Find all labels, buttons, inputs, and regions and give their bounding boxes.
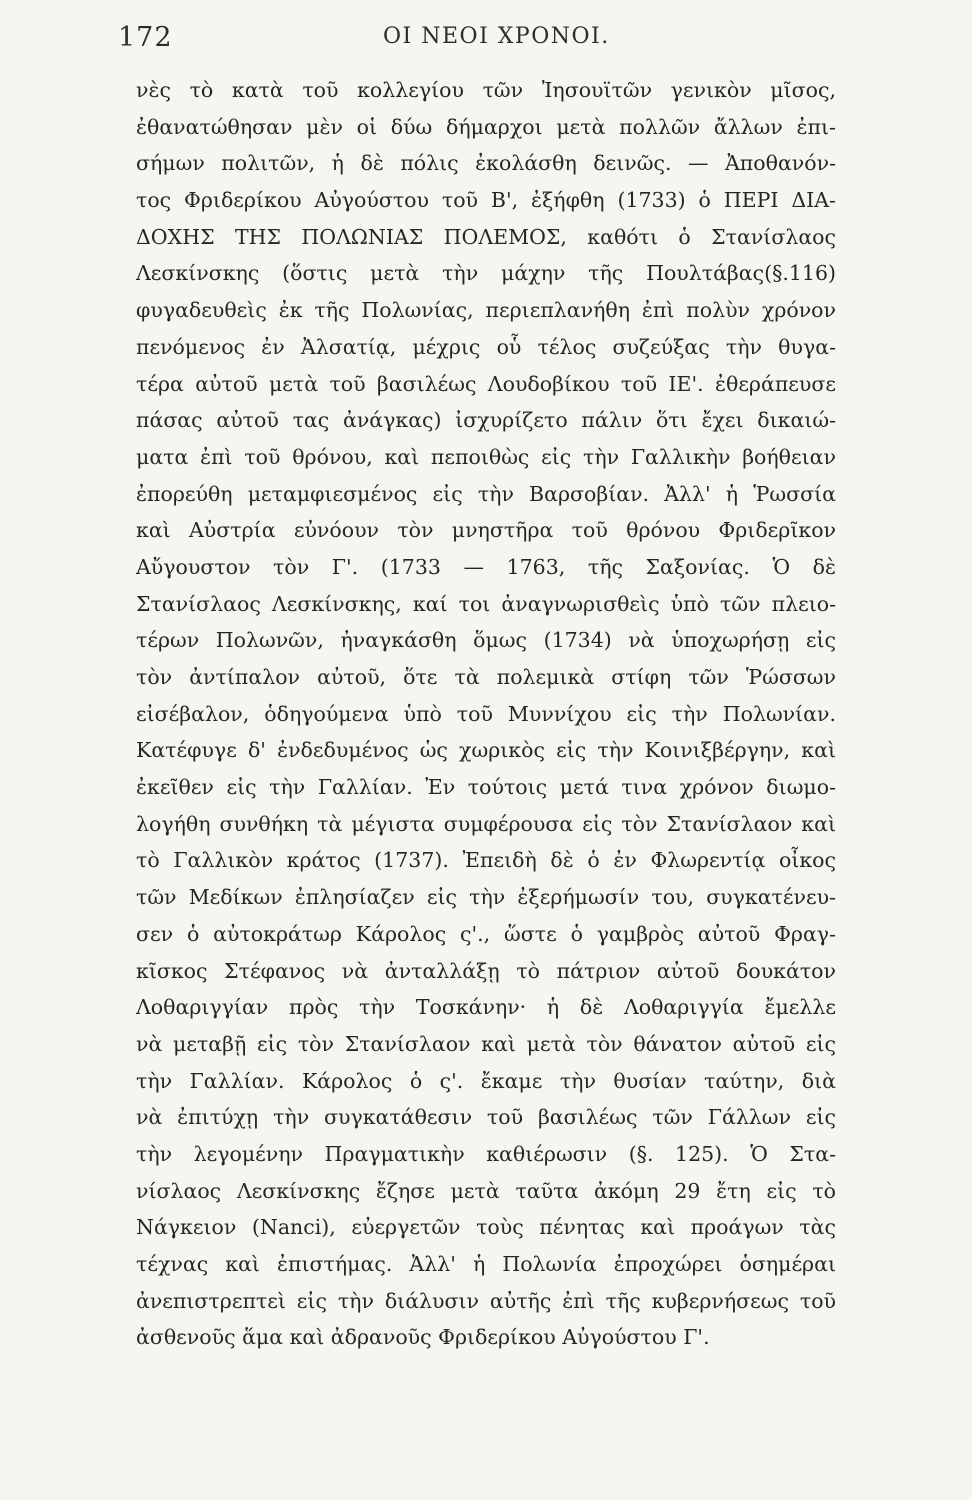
text-line: Νάγκειον (Nanci), εὐεργετῶν τοὺς πένητας καὶ προάγων τὰς	[136, 1215, 836, 1240]
text-line: ΔΟΧΗΣ ΤΗΣ ΠΟΛΩΝΙΑΣ ΠΟΛΕΜΟΣ, καθότι ὁ Στανίσλαος	[136, 224, 836, 249]
text-line: ἐκεῖθεν εἰς τὴν Γαλλίαν. Ἐν τούτοις μετά τινα χρόνον διωμο-	[136, 775, 836, 800]
running-header	[118, 22, 842, 62]
running-title: ΟΙ ΝΕΟΙ ΧΡΟΝΟΙ.	[383, 24, 610, 49]
body-text	[136, 72, 836, 1356]
text-line: τέρα αὐτοῦ μετὰ τοῦ βασιλέως Λουδοβίκου τοῦ ΙΕ'. ἐθεράπευσε	[136, 371, 836, 396]
text-line: νὰ ἐπιτύχῃ τὴν συγκατάθεσιν τοῦ βασιλέως τῶν Γάλλων εἰς	[136, 1105, 836, 1130]
text-line: ἐπορεύθη μεταμφιεσμένος εἰς τὴν Βαρσοβίαν. Ἀλλ' ἡ Ῥωσσία	[136, 481, 836, 506]
text-line: Στανίσλαος Λεσκίνσκης, καί τοι ἀναγνωρισθεὶς ὑπὸ τῶν πλειο-	[136, 591, 836, 616]
text-line: Κατέφυγε δ' ἐνδεδυμένος ὡς χωρικὸς εἰς τὴν Κοινιξβέργην, καὶ	[136, 738, 836, 763]
text-line: τῶν Μεδίκων ἐπλησίαζεν εἰς τὴν ἐξερήμωσίν του, συγκατένευ-	[136, 885, 836, 910]
text-line: ματα ἐπὶ τοῦ θρόνου, καὶ πεποιθὼς εἰς τὴν Γαλλικὴν βοήθειαν	[136, 444, 836, 469]
text-line: τὴν λεγομένην Πραγματικὴν καθιέρωσιν (§. 125). Ὁ Στα-	[136, 1141, 836, 1166]
text-line: φυγαδευθεὶς ἐκ τῆς Πολωνίας, περιεπλανήθη ἐπὶ πολὺν χρόνον	[136, 298, 836, 323]
text-line: σήμων πολιτῶν, ἡ δὲ πόλις ἐκολάσθη δεινῶς. — Ἀποθανόν-	[136, 151, 836, 176]
text-line: εἰσέβαλον, ὁδηγούμενα ὑπὸ τοῦ Μυννίχου εἰς τὴν Πολωνίαν.	[136, 701, 836, 726]
text-line: ἐθανατώθησαν μὲν οἱ δύω δήμαρχοι μετὰ πολλῶν ἄλλων ἐπι-	[136, 114, 836, 139]
text-line: τὸν ἀντίπαλον αὐτοῦ, ὅτε τὰ πολεμικὰ στίφη τῶν Ῥώσσων	[136, 665, 836, 689]
text-line: τος Φριδερίκου Αὐγούστου τοῦ Β', ἐξήφθη (1733) ὁ ΠΕΡΙ ΔΙΑ-	[136, 188, 836, 213]
text-line: ἀσθενοῦς ἅμα καὶ ἀδρανοῦς Φριδερίκου Αὐγούστου Γ'.	[136, 1325, 710, 1350]
text-line: νὰ μεταβῇ εἰς τὸν Στανίσλαον καὶ μετὰ τὸν θάνατον αὐτοῦ εἰς	[136, 1031, 836, 1056]
text-line: Λοθαριγγίαν πρὸς τὴν Τοσκάνην· ἡ δὲ Λοθαριγγία ἔμελλε	[136, 995, 836, 1020]
text-line: καὶ Αὐστρία εὐνόουν τὸν μνηστῆρα τοῦ θρόνου Φριδερῖκον	[136, 518, 836, 543]
text-line: ἀνεπιστρεπτεὶ εἰς τὴν διάλυσιν αὐτῆς ἐπὶ τῆς κυβερνήσεως τοῦ	[136, 1288, 836, 1313]
text-line: τὸ Γαλλικὸν κράτος (1737). Ἐπειδὴ δὲ ὁ ἐν Φλωρεντίᾳ οἶκος	[136, 848, 836, 873]
text-line: λογήθη συνθήκη τὰ μέγιστα συμφέρουσα εἰς τὸν Στανίσλαον καὶ	[136, 811, 836, 836]
text-line: κῖσκος Στέφανος νὰ ἀνταλλάξῃ τὸ πάτριον αὐτοῦ δουκάτον	[136, 958, 836, 983]
text-line: τέχνας καὶ ἐπιστήμας. Ἀλλ' ἡ Πολωνία ἐπροχώρει ὁσημέραι	[136, 1252, 836, 1276]
text-line: τέρων Πολωνῶν, ἠναγκάσθη ὅμως (1734) νὰ ὑποχωρήσῃ εἰς	[136, 628, 836, 653]
text-line: νίσλαος Λεσκίνσκης ἔζησε μετὰ ταῦτα ἀκόμη 29 ἔτη εἰς τὸ	[136, 1178, 836, 1203]
text-line: νὲς τὸ κατὰ τοῦ κολλεγίου τῶν Ἰησουϊτῶν γενικὸν μῖσος,	[136, 78, 836, 102]
page-number: 172	[118, 22, 173, 53]
text-line: πενόμενος ἐν Ἀλσατίᾳ, μέχρις οὗ τέλος συζεύξας τὴν θυγα-	[136, 334, 836, 359]
text-line: τὴν Γαλλίαν. Κάρολος ὁ ς'. ἔκαμε τὴν θυσίαν ταύτην, διὰ	[136, 1068, 836, 1093]
text-line: πάσας αὐτοῦ τας ἀνάγκας) ἰσχυρίζετο πάλιν ὅτι ἔχει δικαιώ-	[136, 408, 836, 433]
text-line: Λεσκίνσκης (ὅστις μετὰ τὴν μάχην τῆς Πουλτάβας(§.116)	[136, 261, 836, 286]
text-line: σεν ὁ αὐτοκράτωρ Κάρολος ς'., ὥστε ὁ γαμβρὸς αὐτοῦ Φραγ-	[136, 921, 836, 946]
text-line: Αὔγουστον τὸν Γ'. (1733 — 1763, τῆς Σαξονίας. Ὁ δὲ	[136, 554, 836, 579]
